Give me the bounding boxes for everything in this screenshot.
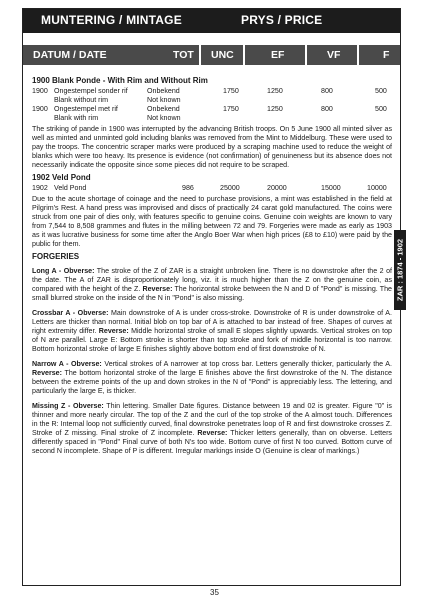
cell-tot: Onbekend: [147, 87, 180, 95]
cell-tot: 986: [182, 184, 194, 192]
cell-unc: 25000: [220, 184, 240, 192]
cell-f: 500: [375, 105, 387, 113]
reverse-label: Reverse:: [32, 369, 62, 377]
cell-f: 10000: [367, 184, 387, 192]
forgery-label: Narrow A - Obverse:: [32, 360, 102, 368]
side-tab: [394, 230, 406, 310]
col-vf: VF: [327, 49, 341, 61]
page-frame: [22, 8, 401, 586]
cell-unc: 1750: [223, 105, 239, 113]
forgery-obverse-text: Vertical strokes of A narrower at top cross bar. Letters generally thicker, particularly the A.: [101, 360, 392, 368]
page-content: [32, 73, 392, 456]
side-tab-label: ZAR : 1874 - 1902: [395, 238, 405, 302]
column-divider: [305, 45, 307, 65]
column-divider: [243, 45, 245, 65]
mintage-heading: MUNTERING / MINTAGE: [41, 13, 182, 27]
table-row: [32, 105, 392, 114]
table-row: [32, 87, 392, 96]
reverse-label: Reverse:: [98, 327, 129, 335]
cell-desc: Ongestempel sonder rif: [54, 87, 128, 95]
cell-tot: Not known: [147, 96, 181, 104]
header-bar-top: [23, 9, 400, 33]
cell-desc: Ongestempel met rif: [54, 105, 118, 113]
cell-date: 1902: [32, 184, 48, 192]
column-divider: [357, 45, 359, 65]
reverse-label: Reverse:: [197, 429, 228, 437]
col-tot: TOT: [173, 49, 194, 61]
page-number: 35: [210, 588, 219, 597]
forgery-obverse-text: Thin lettering. Smaller Date figures. Distance between 19 and 02 is greater. Figure "0" is thinner and more nearly circular. The top of the Z and the curl of the top stroke of the A almost touch. Differences in the R: Internal loop not sufficiently curved, final downstroke penetrates loop of R and first downstroke crosses Z. Stroke of Z missing. Final stroke of Z incomplete.: [32, 402, 392, 437]
forgery-reverse-text: Thicker letters generally, than on obverse. Letters differently spaced in "Pond" Final curve of both N's too wide. Bottom curve of first N too curved. Bottom curve of second N incomplete. Shape of P is different. Irregular markings inside O (Genuine is clear of markings.): [32, 429, 392, 455]
forgery-reverse-text: The bottom horizontal stroke of the large E finishes above the first downstroke of the N. The distance between the extreme points of the up and down strokes in the N of "Pond" is appreciably less. The lettering, and particularly the large E, is thicker.: [32, 369, 392, 395]
cell-date: 1900: [32, 87, 48, 95]
column-divider: [199, 45, 201, 65]
forgery-missing-z: [32, 402, 392, 456]
forgery-label: Long A - Obverse:: [32, 267, 95, 275]
section-title-1902: 1902 Veld Pond: [32, 173, 91, 182]
forgery-label: Missing Z - Obverse:: [32, 402, 104, 410]
forgery-narrow-a: [32, 360, 392, 396]
cell-ef: 1250: [267, 87, 283, 95]
cell-ef: 20000: [267, 184, 287, 192]
forgeries-title: FORGERIES: [32, 252, 80, 261]
cell-unc: 1750: [223, 87, 239, 95]
reverse-label: Reverse:: [142, 285, 173, 293]
cell-desc: Veld Pond: [54, 184, 87, 192]
forgery-label: Crossbar A - Obverse:: [32, 309, 109, 317]
paragraph-1902: Due to the acute shortage of coinage and the need to purchase provisions, a mint was established in the field at Pilgrim's Rest. A hand press was improvised and discs of practically 24 carat gold manufactured. The coins were struck from one pair of dies only, with features specific to genuine coins. Genuine coin weights are known to vary from 7,544 to 8,508 grammes and flutes in the milling between 72 and 79. Forgeries were made as early as 1903 as it was lucrative business for some time after the Anglo Boer War when high prices (£8 to £10) were paid by the public for them.: [32, 195, 392, 248]
cell-vf: 15000: [321, 184, 341, 192]
col-ef: EF: [271, 49, 285, 61]
cell-ef: 1250: [267, 105, 283, 113]
table-row: [32, 184, 392, 193]
forgery-long-a: [32, 267, 392, 303]
cell-f: 500: [375, 87, 387, 95]
forgery-obverse-text: The stroke of the Z of ZAR is a straight unbroken line. There is no downstroke after the 2 of the date. The A of ZAR is disproportionately long, viz. it is much higher than the Z on the genuine coin, as compared with the height of the Z.: [32, 267, 392, 293]
forgery-obverse-text: Main downstroke of A is under cross-stroke. Downstroke of R is under downstroke of A. Letters are thicker than normal. Initial blob on top bar of A is attached to bar instead of free. Shapes of curves at right extremity differ.: [32, 309, 392, 335]
price-heading: PRYS / PRICE: [241, 13, 323, 27]
cell-vf: 800: [321, 105, 333, 113]
forgery-reverse-text: The horizontal stroke between the N and D of "Pond" is missing. The small blurred stroke on the inside of the N in "Pond" is also missing.: [32, 285, 393, 302]
table-row: [32, 114, 392, 123]
cell-desc: Blank without rim: [54, 96, 109, 104]
paragraph-1900: The striking of pande in 1900 was interrupted by the advancing British troops. On 5 June 1900 all minted silver as well as minted and unminted gold including blanks was removed from the Mint to Middelburg. These were used to pay the troops. The concentric scraper marks were produced by a scraping machine used to reduce the weight of blanks which were too heavy. Its presence is evidence (not confirmation) of genuineness but its absence does not necessarily indicate the opposite since some pieces did not require to be scraped.: [32, 125, 392, 169]
cell-vf: 800: [321, 87, 333, 95]
column-header-bar: [23, 45, 400, 65]
cell-tot: Onbekend: [147, 105, 180, 113]
cell-desc: Blank with rim: [54, 114, 99, 122]
cell-date: 1900: [32, 105, 48, 113]
section-title-1900: 1900 Blank Ponde - With Rim and Without Rim: [32, 76, 208, 85]
col-unc: UNC: [211, 49, 234, 61]
col-f: F: [383, 49, 390, 61]
forgery-crossbar-a: [32, 309, 392, 354]
forgery-reverse-text: Middle horizontal stroke of small E slopes slightly upwards. Vertical strokes on top of N are parallel. Large E: Bottom stroke is shorter than top stroke and fork of middle horizontal is too narrow. Bottom horizontal stroke of large E finishes slightly above bottom end of first downstroke of N.: [32, 327, 392, 353]
table-row: [32, 96, 392, 105]
col-date: DATUM / DATE: [33, 49, 107, 61]
cell-tot: Not known: [147, 114, 181, 122]
